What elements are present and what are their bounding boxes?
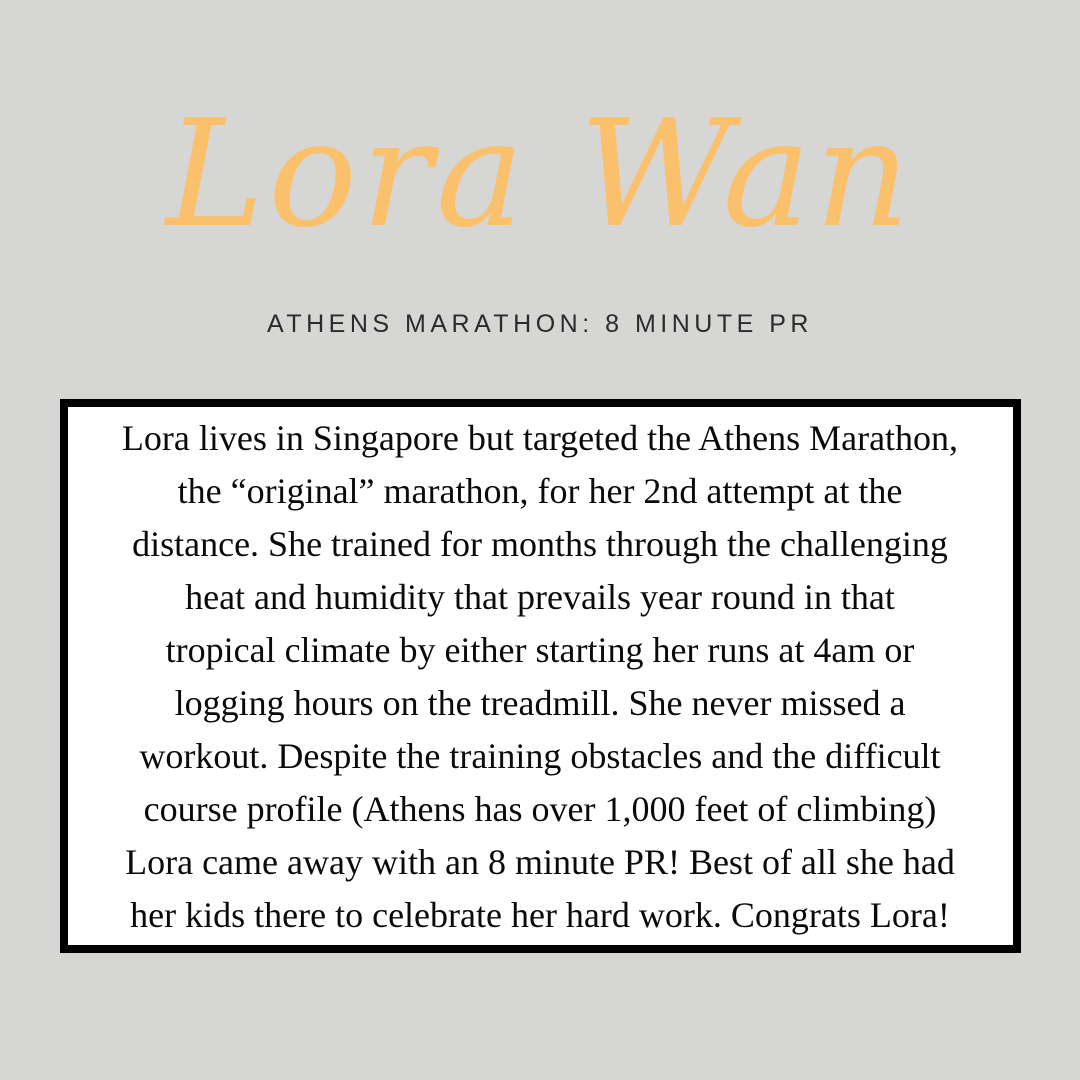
story-line: her kids there to celebrate her hard work. Congrats Lora! bbox=[130, 895, 950, 936]
athlete-name-title: Lora Wan bbox=[165, 88, 915, 260]
story-box bbox=[60, 399, 1021, 953]
story-line: heat and humidity that prevails year round in that bbox=[185, 577, 895, 618]
race-result-subtitle: ATHENS MARATHON: 8 MINUTE PR bbox=[267, 310, 813, 339]
story-line: the “original” marathon, for her 2nd attempt at the bbox=[177, 471, 903, 512]
story-line: course profile (Athens has over 1,000 feet of climbing) bbox=[143, 789, 937, 830]
story-line: Lora lives in Singapore but targeted the Athens Marathon, bbox=[121, 418, 959, 459]
story-line: distance. She trained for months through the challenging bbox=[132, 524, 948, 565]
poster-canvas bbox=[0, 78, 1080, 1080]
story-line: tropical climate by either starting her runs at 4am or bbox=[165, 630, 915, 671]
story-line: Lora came away with an 8 minute PR! Best of all she had bbox=[125, 842, 955, 883]
story-line: workout. Despite the training obstacles and the difficult bbox=[139, 736, 941, 777]
story-line: logging hours on the treadmill. She never missed a bbox=[174, 683, 906, 724]
